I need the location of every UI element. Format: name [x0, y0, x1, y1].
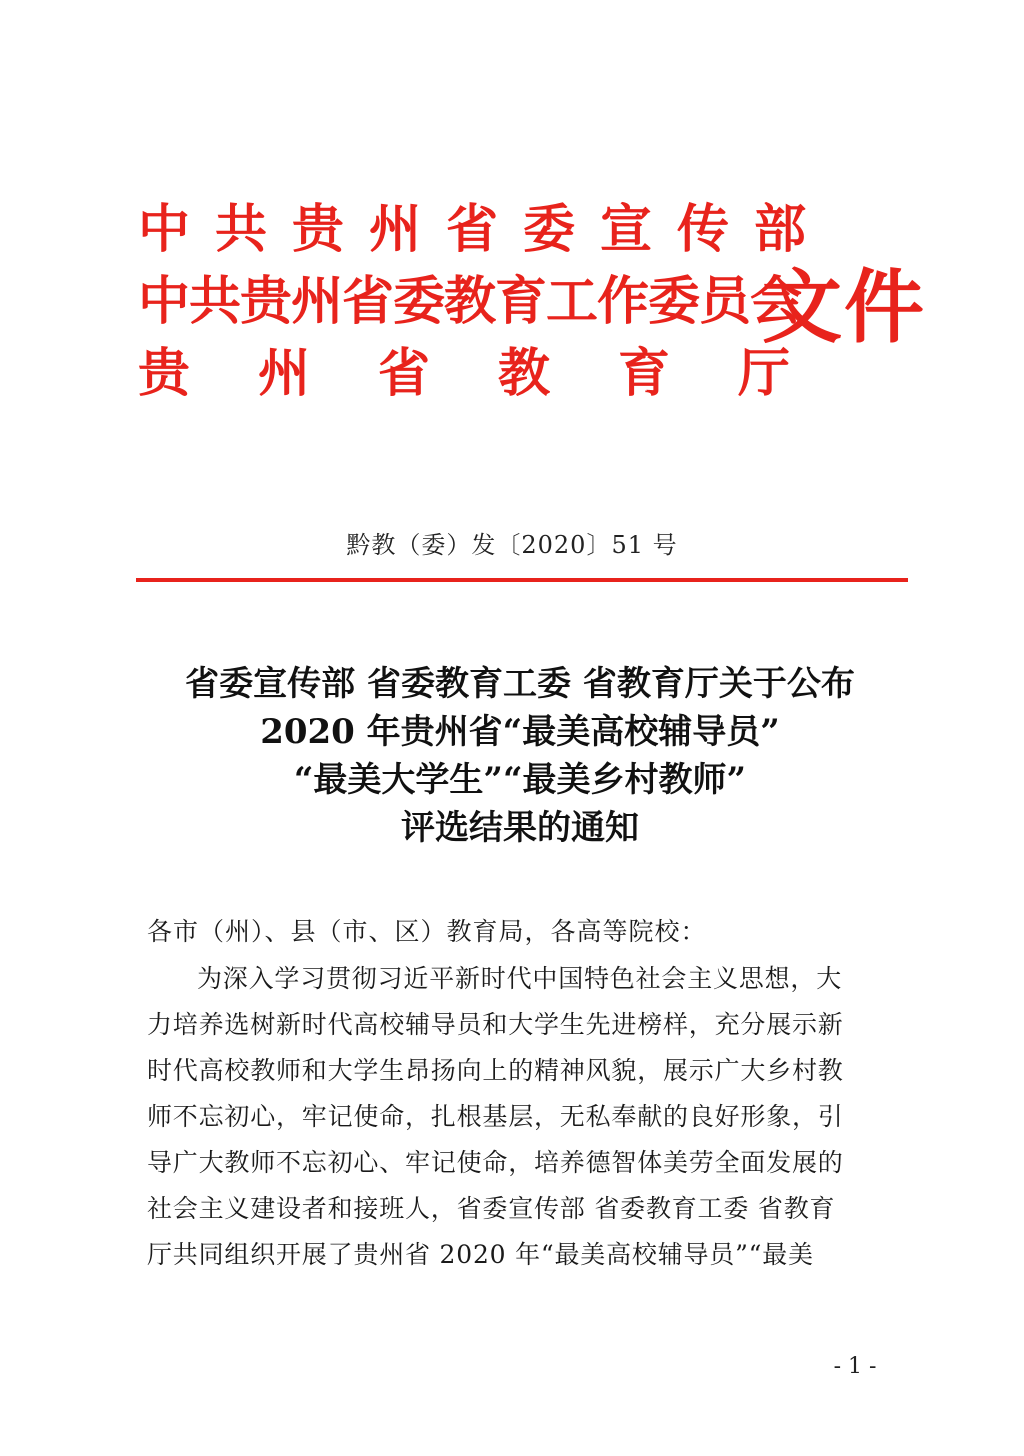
- paragraph-line: 师不忘初心，牢记使命，扎根基层，无私奉献的良好形象，引: [147, 1102, 844, 1131]
- red-header: [138, 196, 926, 426]
- salutation: 各市（州）、县（市、区）教育局，各高等院校：: [147, 917, 707, 946]
- issuer-name: 中共贵州省委教育工作委员会: [138, 271, 802, 332]
- document-number: 黔教（委）发〔2020〕51 号: [346, 531, 678, 559]
- document-body: [147, 908, 887, 1278]
- paragraph-line: 导广大教师不忘初心、牢记使命，培养德智体美劳全面发展的: [147, 1148, 844, 1177]
- paragraph-line: 厅共同组织开展了贵州省 2020 年“最美高校辅导员”“最美: [147, 1240, 814, 1269]
- title-line: 2020 年贵州省“最美高校辅导员”: [260, 712, 780, 752]
- issuer-name: 贵州省教育厅: [138, 343, 859, 404]
- paragraph-line: 社会主义建设者和接班人，省委宣传部 省委教育工委 省教育: [147, 1194, 836, 1223]
- title-line: “最美大学生”“最美乡村教师”: [293, 760, 747, 800]
- paragraph-line: 为深入学习贯彻习近平新时代中国特色社会主义思想，大: [197, 964, 843, 993]
- document-title: [120, 660, 920, 852]
- issuer-name: 中共贵州省委宣传部: [138, 199, 832, 260]
- red-divider-line: [136, 578, 908, 582]
- page-number: - 1 -: [833, 1354, 877, 1379]
- doc-type-label: 文件: [762, 260, 926, 354]
- paragraph-line: 时代高校教师和大学生昂扬向上的精神风貌，展示广大乡村教: [147, 1056, 844, 1085]
- title-line: 评选结果的通知: [401, 808, 639, 848]
- paragraph-line: 力培养选树新时代高校辅导员和大学生先进榜样，充分展示新: [147, 1010, 844, 1039]
- title-line: 省委宣传部 省委教育工委 省教育厅关于公布: [185, 664, 855, 704]
